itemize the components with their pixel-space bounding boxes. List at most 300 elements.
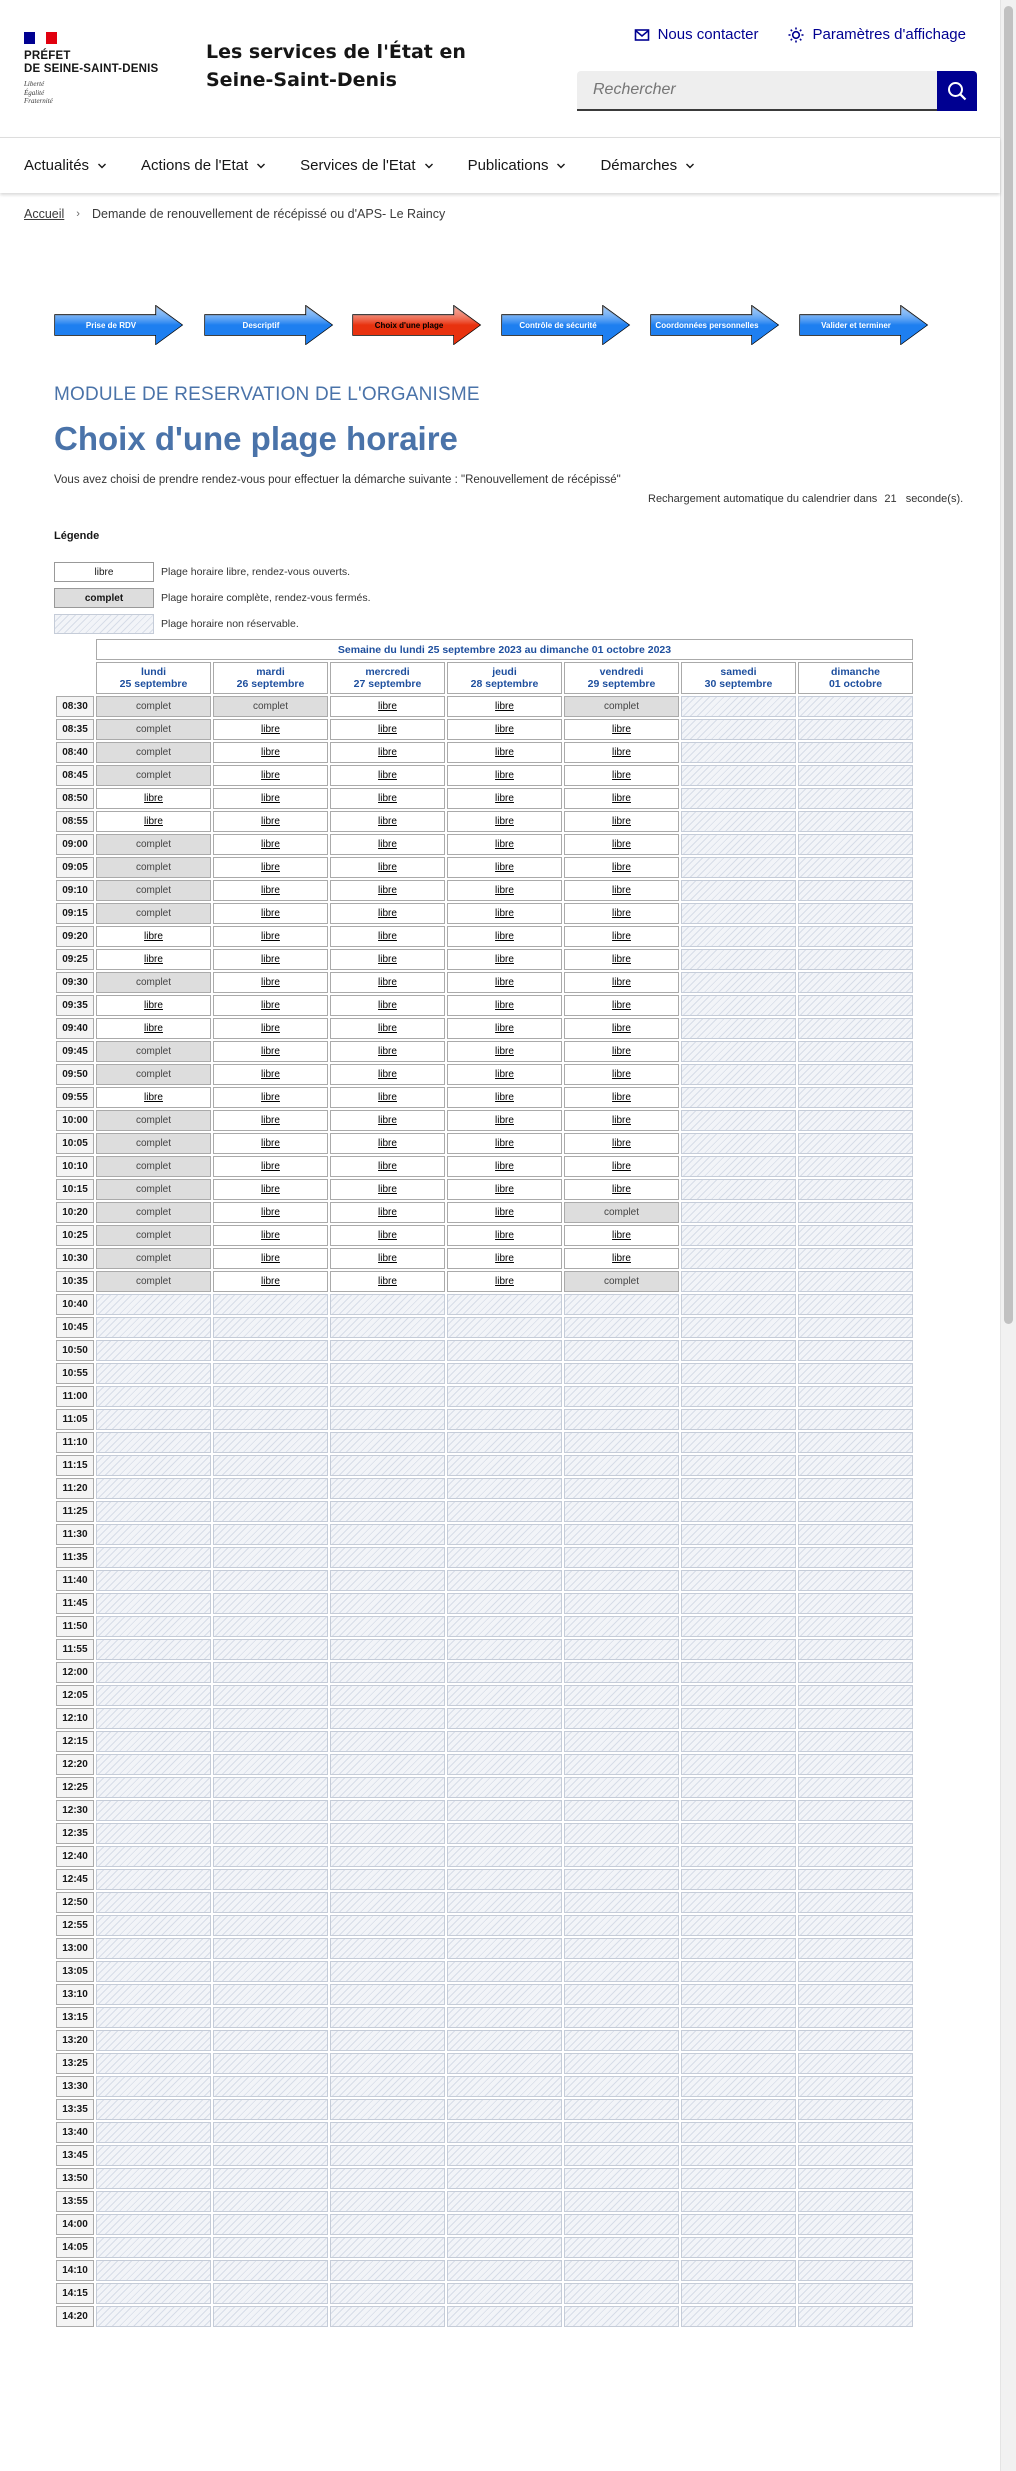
slot-libre[interactable] [447,949,562,970]
slot-libre[interactable] [213,1225,328,1246]
slot-libre-link[interactable]: libre [378,862,397,873]
nav-item-3[interactable] [468,157,567,174]
slot-unavailable [681,1800,796,1821]
slot-libre-link[interactable]: libre [261,747,280,758]
slot-libre[interactable] [330,1087,445,1108]
slot-libre[interactable] [447,995,562,1016]
slot-libre-link[interactable]: libre [378,747,397,758]
slot-libre-link[interactable]: libre [144,793,163,804]
slot-libre-link[interactable]: libre [495,1253,514,1264]
slot-libre[interactable] [564,1225,679,1246]
table-row [56,1892,913,1913]
slot-unavailable [330,1455,445,1476]
slot-libre-link[interactable]: libre [144,931,163,942]
slot-libre[interactable] [330,1156,445,1177]
slot-libre-link[interactable]: libre [378,1161,397,1172]
slot-libre[interactable] [447,696,562,717]
slot-libre-link[interactable]: libre [378,954,397,965]
table-row [56,1478,913,1499]
slot-libre[interactable] [330,1179,445,1200]
slot-libre-link[interactable]: libre [612,1138,631,1149]
time-cell: 11:55 [56,1639,94,1660]
slot-libre[interactable] [96,1018,211,1039]
slot-libre[interactable] [330,788,445,809]
slot-unavailable [330,1294,445,1315]
slot-complet: complet [96,1133,211,1154]
slot-libre-link[interactable]: libre [261,954,280,965]
slot-libre-link[interactable]: libre [378,1138,397,1149]
slot-libre-link[interactable]: libre [495,885,514,896]
chevron-down-icon [97,161,107,171]
slot-libre[interactable] [564,765,679,786]
slot-libre-link[interactable]: libre [495,701,514,712]
slot-libre[interactable] [213,1087,328,1108]
slot-libre[interactable] [447,903,562,924]
slot-unavailable [681,696,796,717]
slot-libre-link[interactable]: libre [495,1069,514,1080]
site-title[interactable]: Les services de l'État en Seine-Saint-Denis [206,41,466,91]
slot-libre-link[interactable]: libre [612,885,631,896]
slot-unavailable [681,1616,796,1637]
slot-libre-link[interactable]: libre [261,1161,280,1172]
slot-libre-link[interactable]: libre [261,1046,280,1057]
slot-unavailable [564,1777,679,1798]
slot-libre-link[interactable]: libre [261,931,280,942]
slot-libre[interactable] [564,834,679,855]
slot-libre[interactable] [213,949,328,970]
slot-libre[interactable] [564,1179,679,1200]
slot-unavailable [96,1823,211,1844]
slot-libre[interactable] [447,765,562,786]
slot-unavailable [681,2099,796,2120]
slot-libre[interactable] [330,926,445,947]
slot-libre[interactable] [447,1202,562,1223]
slot-libre[interactable] [213,742,328,763]
slot-unavailable [564,1616,679,1637]
slot-libre[interactable] [447,857,562,878]
slot-libre[interactable] [330,903,445,924]
slot-libre-link[interactable]: libre [261,1230,280,1241]
slot-libre[interactable] [213,857,328,878]
slot-libre-link[interactable]: libre [612,1069,631,1080]
slot-libre[interactable] [96,926,211,947]
slot-libre[interactable] [96,949,211,970]
slot-libre[interactable] [213,834,328,855]
slot-libre-link[interactable]: libre [495,1184,514,1195]
slot-unavailable [681,880,796,901]
slot-libre[interactable] [447,972,562,993]
scrollbar-thumb[interactable] [1004,6,1013,1324]
slot-libre-link[interactable]: libre [612,839,631,850]
slot-libre[interactable] [213,1156,328,1177]
slot-libre[interactable] [564,1041,679,1062]
slot-libre[interactable] [96,788,211,809]
slot-libre[interactable] [330,1041,445,1062]
slot-libre-link[interactable]: libre [612,1000,631,1011]
nav-item-1[interactable] [141,157,266,174]
slot-libre[interactable] [564,1133,679,1154]
slot-libre-link[interactable]: libre [495,1276,514,1287]
slot-libre-link[interactable]: libre [612,1023,631,1034]
slot-libre-link[interactable]: libre [261,770,280,781]
slot-unavailable [681,1731,796,1752]
slot-libre-link[interactable]: libre [495,1161,514,1172]
slot-libre-link[interactable]: libre [378,1092,397,1103]
slot-libre[interactable] [447,880,562,901]
slot-libre[interactable] [564,903,679,924]
slot-libre-link[interactable]: libre [495,1115,514,1126]
slot-libre[interactable] [213,903,328,924]
slot-complet: complet [564,1271,679,1292]
slot-libre[interactable] [330,834,445,855]
slot-unavailable [447,2168,562,2189]
day-header [96,662,211,694]
day-name: vendredi [599,666,644,678]
slot-libre-link[interactable]: libre [612,724,631,735]
slot-libre[interactable] [213,1110,328,1131]
slot-libre-link[interactable]: libre [378,724,397,735]
slot-libre[interactable] [564,1018,679,1039]
slot-libre[interactable] [330,1202,445,1223]
slot-libre-link[interactable]: libre [378,908,397,919]
slot-libre-link[interactable]: libre [261,839,280,850]
slot-libre-link[interactable]: libre [495,724,514,735]
slot-libre[interactable] [330,880,445,901]
slot-libre[interactable] [447,719,562,740]
slot-libre[interactable] [564,742,679,763]
slot-libre-link[interactable]: libre [261,1000,280,1011]
slot-libre[interactable] [213,811,328,832]
slot-libre[interactable] [213,1179,328,1200]
slot-libre[interactable] [330,857,445,878]
slot-libre-link[interactable]: libre [612,816,631,827]
slot-libre[interactable] [213,880,328,901]
slot-libre-link[interactable]: libre [378,1115,397,1126]
slot-libre[interactable] [213,995,328,1016]
slot-libre-link[interactable]: libre [495,954,514,965]
page-title: Choix d'une plage horaire [54,420,458,457]
slot-complet: complet [96,834,211,855]
slot-libre-link[interactable]: libre [261,1069,280,1080]
slot-libre[interactable] [564,880,679,901]
search-button[interactable] [937,71,977,111]
slot-libre-link[interactable]: libre [495,770,514,781]
slot-libre-link[interactable]: libre [495,908,514,919]
time-cell: 08:50 [56,788,94,809]
slot-unavailable [681,1363,796,1384]
slot-libre-link[interactable]: libre [378,1000,397,1011]
slot-libre[interactable] [564,1110,679,1131]
slot-libre-link[interactable]: libre [378,977,397,988]
slot-libre-link[interactable]: libre [612,1184,631,1195]
slot-libre[interactable] [213,926,328,947]
slot-libre[interactable] [564,1064,679,1085]
slot-libre-link[interactable]: libre [378,701,397,712]
slot-unavailable [330,1570,445,1591]
slot-libre-link[interactable]: libre [495,1046,514,1057]
table-row [56,2191,913,2212]
table-row [56,1202,913,1223]
slot-libre[interactable] [447,1041,562,1062]
slot-libre-link[interactable]: libre [378,1276,397,1287]
table-row [56,2053,913,2074]
slot-libre[interactable] [330,1064,445,1085]
slot-unavailable [798,1846,913,1867]
slot-libre[interactable] [564,972,679,993]
slot-libre[interactable] [447,1156,562,1177]
slot-libre[interactable] [213,788,328,809]
display-settings-link[interactable] [788,26,966,43]
slot-unavailable [564,2099,679,2120]
slot-libre-link[interactable]: libre [261,908,280,919]
slot-libre[interactable] [213,765,328,786]
slot-libre[interactable] [447,788,562,809]
slot-libre-link[interactable]: libre [261,1253,280,1264]
slot-libre[interactable] [330,1018,445,1039]
slot-libre-link[interactable]: libre [495,747,514,758]
slot-libre-link[interactable]: libre [261,1138,280,1149]
slot-libre-link[interactable]: libre [495,839,514,850]
slot-libre-link[interactable]: libre [612,908,631,919]
slot-libre-link[interactable]: libre [378,1207,397,1218]
slot-libre[interactable] [564,788,679,809]
slot-libre-link[interactable]: libre [495,1207,514,1218]
slot-libre[interactable] [564,811,679,832]
slot-unavailable [681,1777,796,1798]
slot-libre[interactable] [564,857,679,878]
slot-unavailable [798,1133,913,1154]
slot-libre-link[interactable]: libre [495,1138,514,1149]
slot-unavailable [681,719,796,740]
slot-libre[interactable] [447,1248,562,1269]
slot-libre[interactable] [447,1225,562,1246]
slot-libre-link[interactable]: libre [378,931,397,942]
slot-libre[interactable] [564,949,679,970]
breadcrumb-home[interactable]: Accueil [24,207,65,221]
slot-libre-link[interactable]: libre [144,954,163,965]
slot-libre-link[interactable]: libre [378,885,397,896]
slot-libre[interactable] [330,949,445,970]
slot-unavailable [798,2191,913,2212]
slot-libre-link[interactable]: libre [495,931,514,942]
slot-unavailable [447,1340,562,1361]
time-cell: 11:50 [56,1616,94,1637]
slot-libre[interactable] [213,972,328,993]
slot-libre[interactable] [330,719,445,740]
breadcrumb-chevron-icon: › [76,208,80,220]
slot-libre[interactable] [447,1133,562,1154]
slot-libre[interactable] [564,926,679,947]
slot-libre-link[interactable]: libre [144,816,163,827]
slot-libre[interactable] [330,742,445,763]
slot-libre[interactable] [213,1271,328,1292]
slot-unavailable [213,2076,328,2097]
slot-libre-link[interactable]: libre [261,1023,280,1034]
slot-libre-link[interactable]: libre [261,793,280,804]
slot-unavailable [447,2191,562,2212]
nav-item-4[interactable] [600,157,695,174]
slot-libre-link[interactable]: libre [261,885,280,896]
slot-unavailable [213,1823,328,1844]
slot-libre-link[interactable]: libre [612,1046,631,1057]
slot-libre[interactable] [564,719,679,740]
slot-libre-link[interactable]: libre [261,724,280,735]
slot-libre-link[interactable]: libre [495,862,514,873]
slot-libre-link[interactable]: libre [495,1230,514,1241]
slot-libre-link[interactable]: libre [378,1069,397,1080]
day-header [798,662,913,694]
slot-libre[interactable] [447,811,562,832]
search-input[interactable] [577,71,937,111]
slot-libre-link[interactable]: libre [378,1046,397,1057]
slot-libre[interactable] [96,1087,211,1108]
slot-unavailable [213,1961,328,1982]
slot-unavailable [447,1777,562,1798]
slot-libre[interactable] [447,834,562,855]
slot-libre-link[interactable]: libre [378,1230,397,1241]
slot-libre-link[interactable]: libre [495,1092,514,1103]
slot-complet: complet [96,1248,211,1269]
slot-libre[interactable] [213,1133,328,1154]
slot-libre-link[interactable]: libre [612,747,631,758]
slot-unavailable [681,1294,796,1315]
nav-item-0[interactable] [24,157,107,174]
slot-libre[interactable] [96,811,211,832]
slot-libre-link[interactable]: libre [612,1161,631,1172]
slot-libre[interactable] [330,972,445,993]
slot-libre-link[interactable]: libre [378,1023,397,1034]
slot-libre[interactable] [213,1018,328,1039]
time-cell: 13:55 [56,2191,94,2212]
slot-unavailable [447,1570,562,1591]
slot-unavailable [564,1846,679,1867]
slot-libre-link[interactable]: libre [261,1115,280,1126]
slot-libre-link[interactable]: libre [612,954,631,965]
slot-libre-link[interactable]: libre [612,977,631,988]
slot-libre-link[interactable]: libre [612,1115,631,1126]
time-cell: 10:20 [56,1202,94,1223]
slot-libre[interactable] [330,765,445,786]
slot-libre-link[interactable]: libre [612,1253,631,1264]
slot-libre-link[interactable]: libre [261,816,280,827]
slot-unavailable [213,2214,328,2235]
slot-libre[interactable] [330,811,445,832]
slot-libre-link[interactable]: libre [144,1092,163,1103]
slot-libre-link[interactable]: libre [378,770,397,781]
slot-unavailable [681,1133,796,1154]
slot-libre-link[interactable]: libre [144,1000,163,1011]
slot-unavailable [681,1064,796,1085]
slot-libre[interactable] [564,1248,679,1269]
slot-libre-link[interactable]: libre [261,1207,280,1218]
legend-title: Légende [54,530,100,542]
slot-libre[interactable] [213,1064,328,1085]
devise-egalite: Égalité [24,88,45,97]
reload-seconds: 21 [884,493,897,505]
slot-libre-link[interactable]: libre [612,1230,631,1241]
step-label: Descriptif [242,320,280,330]
slot-libre-link[interactable]: libre [612,770,631,781]
slot-libre-link[interactable]: libre [612,793,631,804]
slot-unavailable [330,1915,445,1936]
slot-libre[interactable] [447,1271,562,1292]
slot-libre[interactable] [564,1087,679,1108]
slot-libre-link[interactable]: libre [495,1023,514,1034]
chevron-down-icon [256,161,266,171]
page-scrollbar[interactable] [1000,0,1016,2471]
slot-libre-link[interactable]: libre [261,1276,280,1287]
slot-libre[interactable] [330,1133,445,1154]
slot-libre-link[interactable]: libre [378,839,397,850]
slot-libre-link[interactable]: libre [378,816,397,827]
slot-libre[interactable] [330,1110,445,1131]
slot-libre-link[interactable]: libre [144,1023,163,1034]
slot-unavailable [681,742,796,763]
prefet-logo[interactable] [24,32,174,106]
slot-libre-link[interactable]: libre [378,793,397,804]
contact-link[interactable] [634,26,759,43]
slot-libre[interactable] [330,1271,445,1292]
slot-libre[interactable] [447,1087,562,1108]
nav-item-2[interactable] [300,157,433,174]
slot-unavailable [213,1846,328,1867]
slot-unavailable [447,1731,562,1752]
slot-libre[interactable] [330,1248,445,1269]
slot-libre-link[interactable]: libre [612,1092,631,1103]
slot-libre-link[interactable]: libre [261,1092,280,1103]
step-label: Contrôle de sécurité [519,320,597,330]
slot-libre-link[interactable]: libre [495,816,514,827]
slot-libre[interactable] [330,995,445,1016]
slot-unavailable [96,1800,211,1821]
slot-libre-link[interactable]: libre [495,1000,514,1011]
time-cell: 08:40 [56,742,94,763]
slot-libre-link[interactable]: libre [378,1184,397,1195]
slot-libre-link[interactable]: libre [261,1184,280,1195]
slot-libre-link[interactable]: libre [378,1253,397,1264]
slot-libre[interactable] [564,995,679,1016]
slot-libre[interactable] [447,742,562,763]
slot-libre-link[interactable]: libre [612,862,631,873]
time-cell: 11:40 [56,1570,94,1591]
corner-cell [56,639,94,660]
table-row [56,903,913,924]
slot-libre[interactable] [330,696,445,717]
reload-notice [648,493,963,505]
slot-unavailable [798,1961,913,1982]
slot-libre-link[interactable]: libre [261,977,280,988]
slot-libre-link[interactable]: libre [261,862,280,873]
slot-unavailable [447,1547,562,1568]
slot-libre[interactable] [96,995,211,1016]
slot-libre[interactable] [447,1179,562,1200]
slot-unavailable [798,1547,913,1568]
slot-libre[interactable] [447,926,562,947]
slot-libre-link[interactable]: libre [495,977,514,988]
slot-libre[interactable] [447,1018,562,1039]
slot-libre-link[interactable]: libre [612,931,631,942]
slot-unavailable [564,2053,679,2074]
slot-libre[interactable] [564,1156,679,1177]
slot-libre[interactable] [447,1064,562,1085]
slot-libre[interactable] [213,1202,328,1223]
slot-libre[interactable] [213,1041,328,1062]
slot-libre[interactable] [213,1248,328,1269]
slot-libre[interactable] [330,1225,445,1246]
slot-libre[interactable] [213,719,328,740]
slot-libre-link[interactable]: libre [495,793,514,804]
slot-libre[interactable] [447,1110,562,1131]
